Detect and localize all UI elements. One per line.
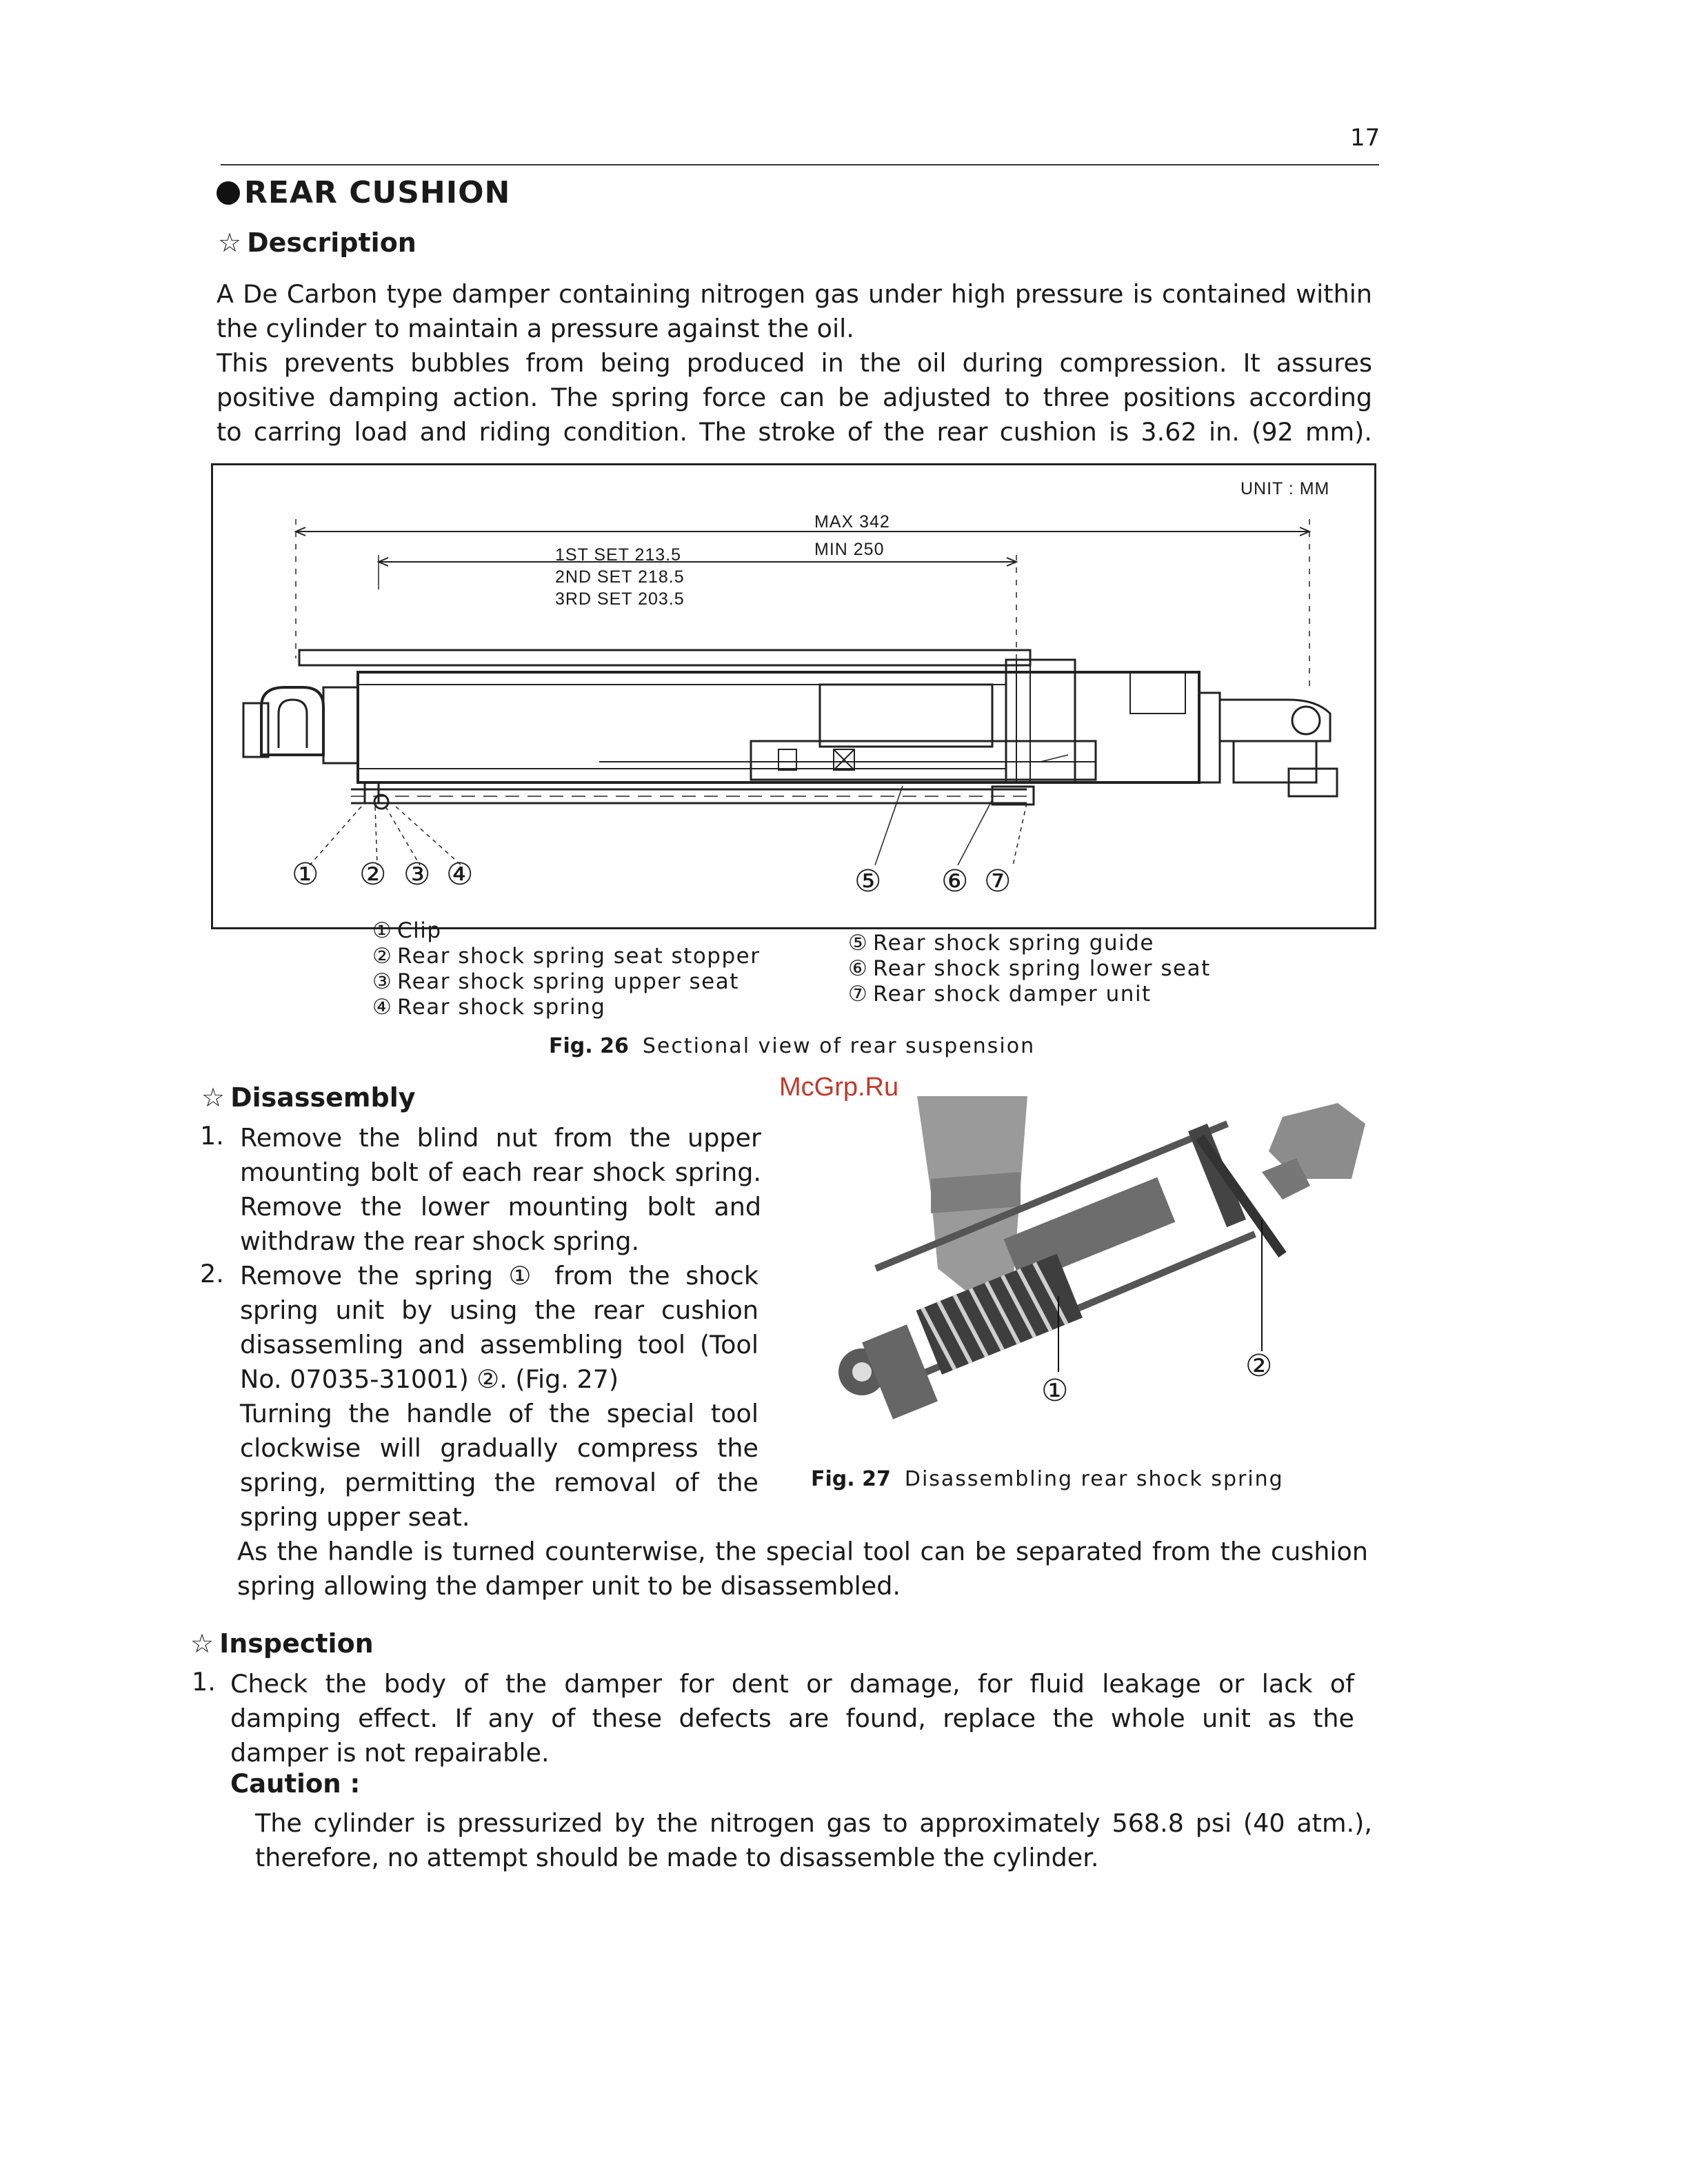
description-line: A De Carbon type damper containing nitrogen gas under high pressure is contained within <box>217 279 1372 309</box>
rear-shock-sectional-diagram <box>213 465 1374 927</box>
min-dimension-label: MIN 250 <box>814 540 885 559</box>
max-dimension-label: MAX 342 <box>814 512 890 532</box>
legend-item: ⑥ Rear shock spring lower seat <box>848 956 1211 981</box>
legend-item: ⑦ Rear shock damper unit <box>848 982 1152 1007</box>
callout-2: ② <box>359 857 387 892</box>
figure-26-legend-right <box>848 931 1211 1007</box>
set1-dimension-label: 1ST SET 213.5 <box>555 545 682 565</box>
inspection-step-1: Check the body of the damper for dent or damage, for fluid leakage or lack of damping effect. If any of these defects are found, replace the whole unit as the damper is not repairable. <box>230 1669 1354 1768</box>
description-line: positive damping action. The spring force can be adjusted to three positions according <box>217 383 1372 412</box>
disassembly-tail-paragraph: As the handle is turned counterwise, the special tool can be separated from the cushion spring allowing the damper unit to be disassembled. <box>237 1537 1368 1601</box>
page-number: 17 <box>1350 124 1380 152</box>
set2-dimension-label: 2ND SET 218.5 <box>555 567 685 587</box>
figure-27-caption-text: Disassembling rear shock spring <box>904 1467 1284 1491</box>
callout-1: ① <box>292 857 319 892</box>
section-title <box>217 175 510 210</box>
unit-label: UNIT : MM <box>1240 479 1330 498</box>
description-paragraph <box>217 277 1372 449</box>
figure-26-caption-text: Sectional view of rear suspension <box>642 1034 1036 1058</box>
figure-27-caption <box>811 1467 1284 1491</box>
bullet-icon <box>217 181 240 205</box>
figure-26-label: Fig. 26 <box>549 1034 629 1058</box>
description-line: to carring load and riding condition. The stroke of the rear cushion is 3.62 in. (92 mm). <box>217 417 1372 447</box>
figure-27-callout-1: ① <box>1041 1373 1069 1408</box>
description-heading: ☆ Description <box>218 228 416 258</box>
list-number: 1. <box>200 1121 224 1151</box>
figure-27-photo <box>814 1096 1393 1455</box>
legend-item: ① Clip <box>372 918 442 943</box>
figure-26-legend-left <box>372 918 760 1020</box>
star-icon: ☆ <box>218 228 242 258</box>
star-icon: ☆ <box>190 1628 214 1659</box>
legend-item: ③ Rear shock spring upper seat <box>372 969 739 994</box>
legend-item: ④ Rear shock spring <box>372 995 606 1020</box>
callout-4: ④ <box>446 857 474 892</box>
callout-3: ③ <box>403 857 431 892</box>
figure-26-frame <box>211 463 1376 929</box>
disassembly-heading: ☆ Disassembly <box>201 1082 416 1113</box>
spring-compressor-photo <box>814 1096 1393 1455</box>
figure-27-label: Fig. 27 <box>811 1467 891 1491</box>
watermark: McGrp.Ru <box>779 1073 899 1102</box>
caution-label: Caution : <box>230 1769 361 1799</box>
list-number: 1. <box>192 1667 216 1697</box>
section-title-text: REAR CUSHION <box>244 175 511 210</box>
caution-paragraph: The cylinder is pressurized by the nitrogen gas to approximately 568.8 psi (40 atm.), therefore, no attempt should be made to disassemble the cylinder. <box>255 1808 1372 1872</box>
callout-7: ⑦ <box>984 864 1012 899</box>
callout-6: ⑥ <box>941 864 969 899</box>
legend-item: ② Rear shock spring seat stopper <box>372 944 761 969</box>
inspection-heading: ☆ Inspection <box>190 1628 374 1659</box>
figure-27-callout-2: ② <box>1245 1348 1273 1384</box>
set3-dimension-label: 3RD SET 203.5 <box>555 589 685 609</box>
star-icon: ☆ <box>201 1082 225 1113</box>
disassembly-step-1: Remove the blind nut from the upper mounting bolt of each rear shock spring. Remove the lower mounting bolt and withdraw the rear shock spring. <box>240 1123 761 1256</box>
list-number: 2. <box>200 1259 224 1288</box>
description-line: This prevents bubbles from being produced in the oil during compression. It assures <box>217 348 1372 378</box>
legend-item: ⑤ Rear shock spring guide <box>848 931 1154 956</box>
description-line: the cylinder to maintain a pressure against the oil. <box>217 314 854 343</box>
header-rule <box>221 164 1379 165</box>
callout-5: ⑤ <box>854 864 882 899</box>
figure-26-caption <box>549 1034 1035 1058</box>
disassembly-step-2: Remove the spring ① from the shock spring unit by using the rear cushion disassemling and assembling tool (Tool No. 07035-31001) ②. (Fig. 27) Turning the handle of the special tool clockwise will gradually compress the spring, permitting the removal of the spring upper seat. <box>240 1261 758 1532</box>
